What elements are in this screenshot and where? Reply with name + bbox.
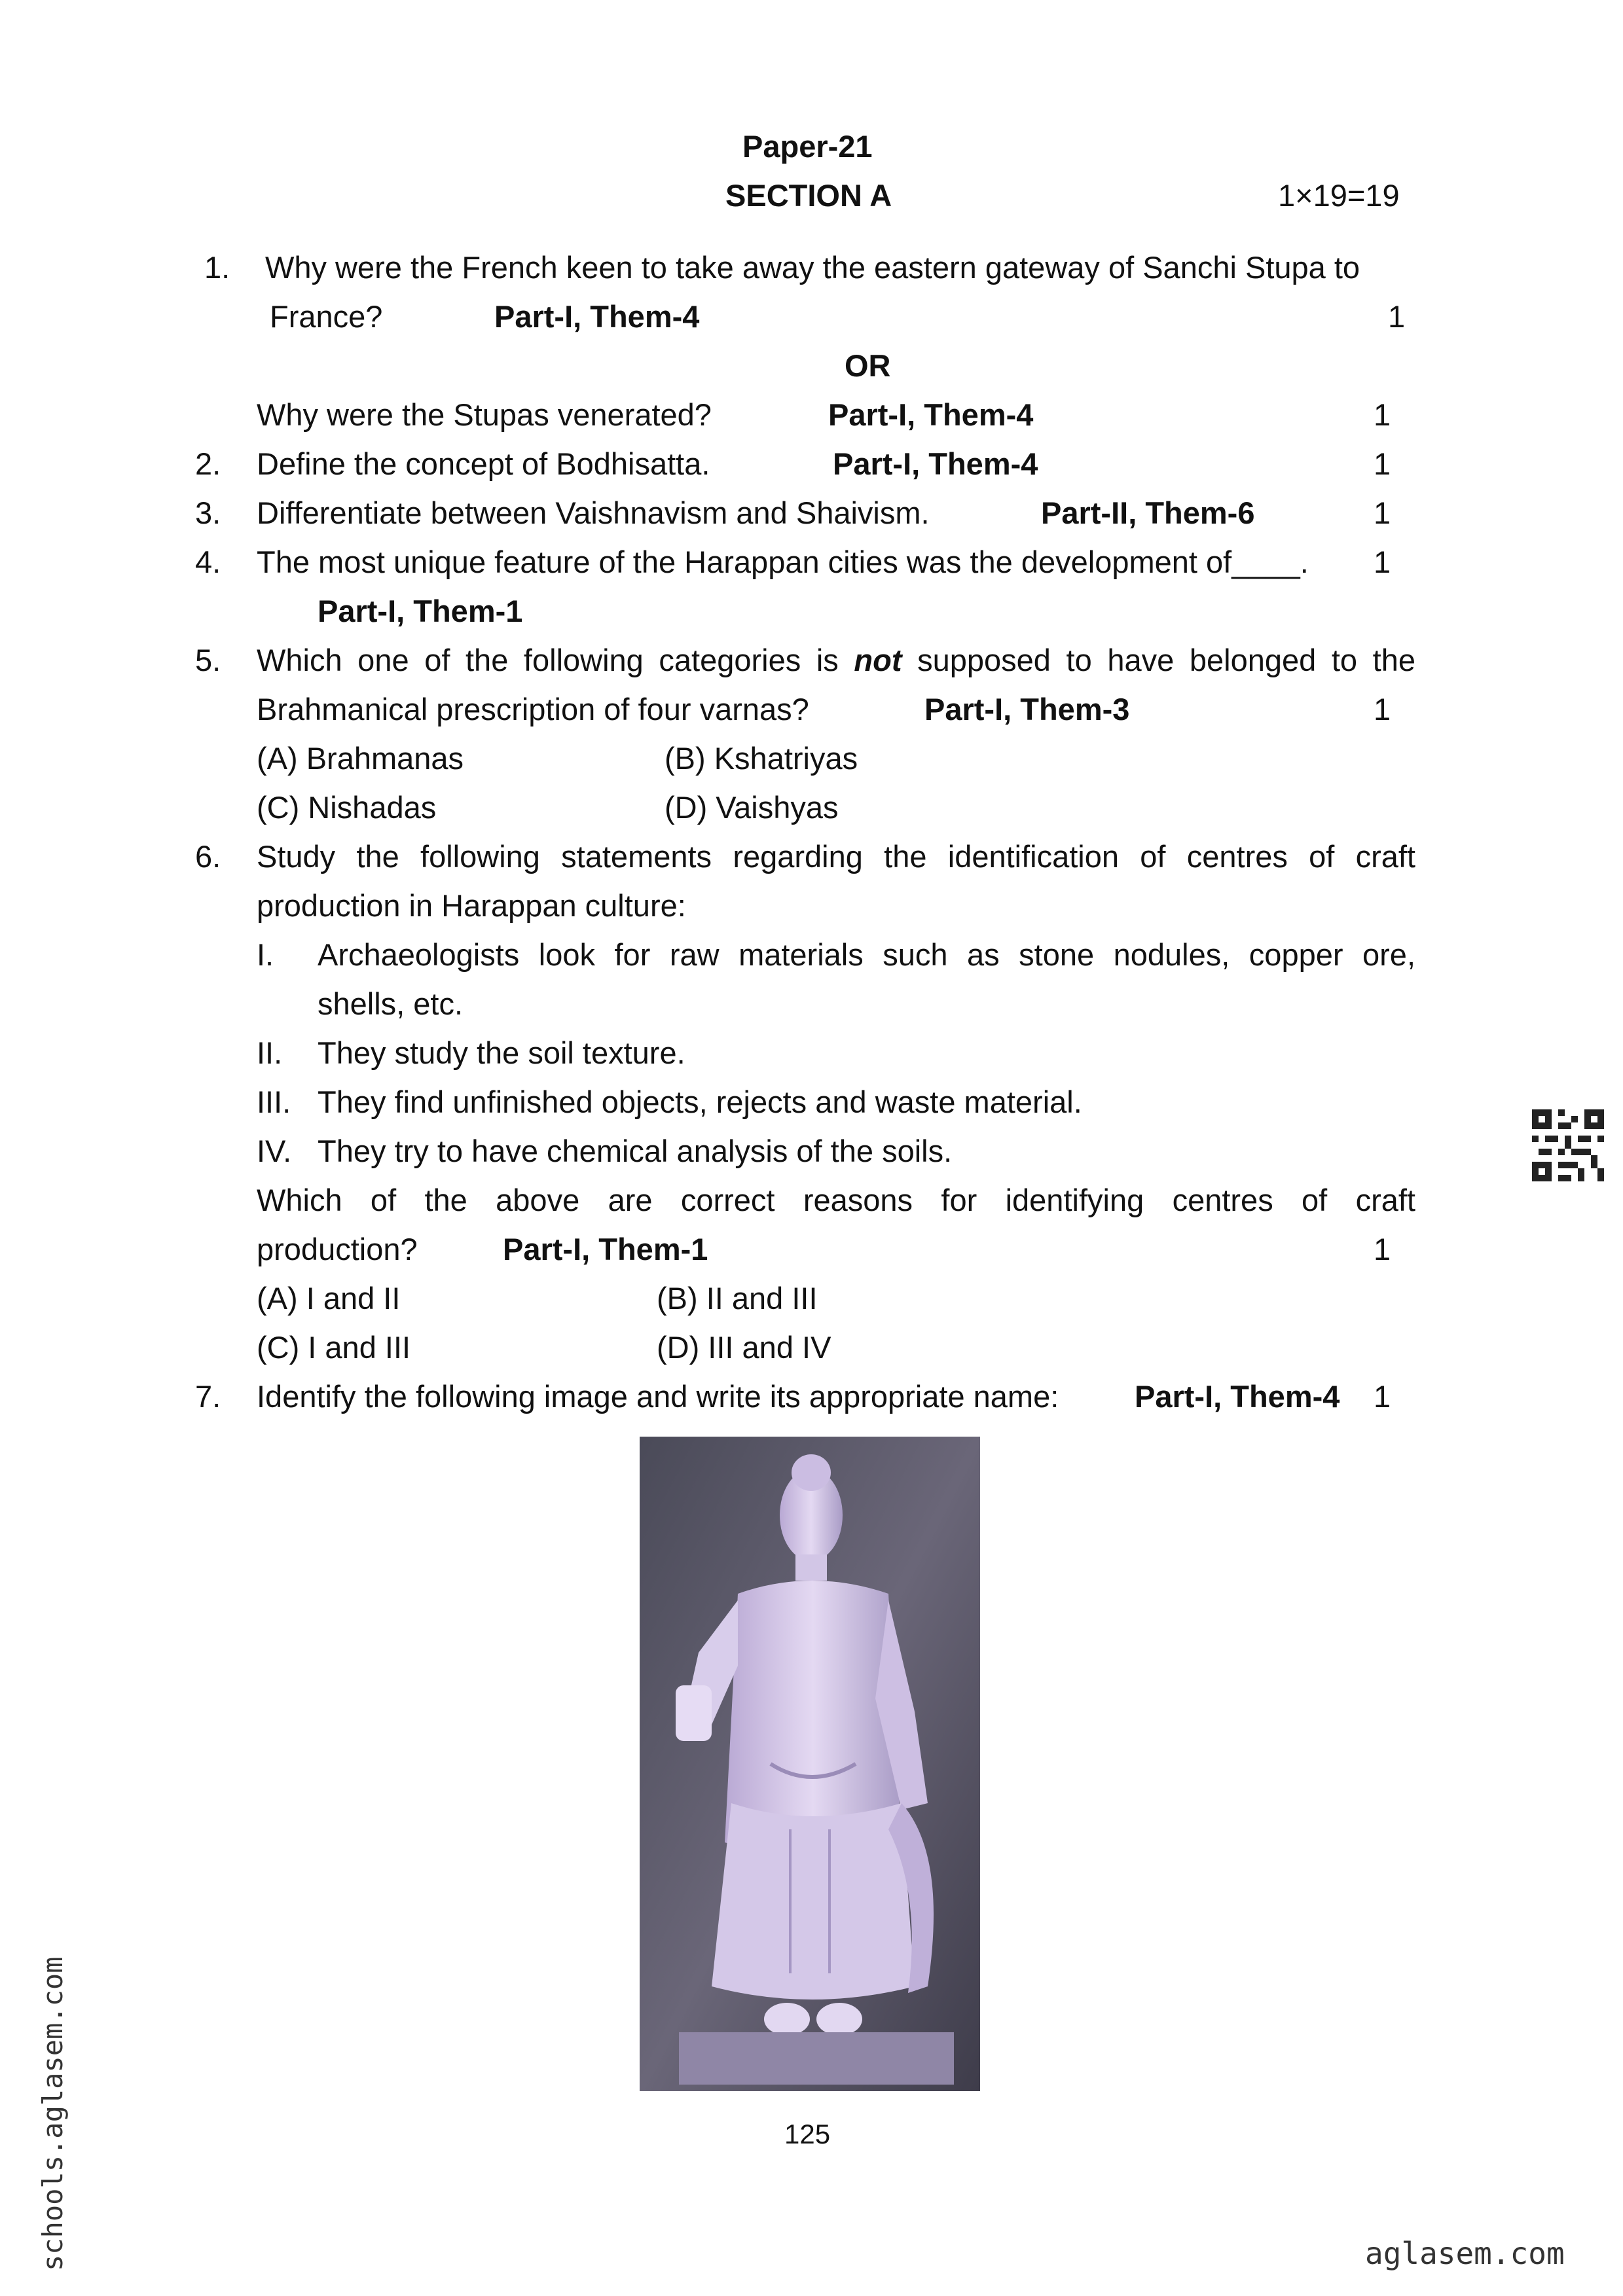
q3-reference: Part-II, Them-6: [1041, 495, 1255, 530]
q3-text: Differentiate between Vaishnavism and Shaivism.: [257, 495, 930, 530]
side-watermark: schools.aglasem.com: [37, 1956, 69, 2271]
q5-reference: Part-I, Them-3: [924, 692, 1130, 726]
q6-statement-4: They try to have chemical analysis of the soils.: [318, 1134, 953, 1168]
q6-option-c: (C) I and III: [257, 1330, 411, 1365]
q7-marks: 1: [1374, 1379, 1391, 1414]
q4-number: 4.: [195, 545, 221, 579]
corner-watermark: aglasem.com: [1365, 2236, 1565, 2271]
q5-marks: 1: [1374, 692, 1391, 726]
q4-marks: 1: [1374, 545, 1391, 579]
q5-option-b: (B) Kshatriyas: [665, 741, 858, 776]
q6-statement-1-line1: Archaeologists look for raw materials such as stone nodules, copper ore,: [318, 937, 1415, 972]
q6-statement-1-number: I.: [257, 937, 274, 972]
q5-number: 5.: [195, 643, 221, 677]
q6-number: 6.: [195, 839, 221, 874]
q6-statement-2: They study the soil texture.: [318, 1035, 685, 1070]
q7-reference: Part-I, Them-4: [1135, 1379, 1340, 1414]
q6-question-line2: production?: [257, 1232, 418, 1266]
or-divider: OR: [845, 348, 891, 383]
q2-marks: 1: [1374, 446, 1391, 481]
q5-text-line2: Brahmanical prescription of four varnas?: [257, 692, 809, 726]
q5-option-c: (C) Nishadas: [257, 790, 437, 825]
qr-code-icon: [1532, 1109, 1604, 1181]
page-number: 125: [784, 2119, 831, 2149]
q6-text-line2: production in Harappan culture:: [257, 888, 686, 923]
q1-alt-text: Why were the Stupas venerated?: [257, 397, 712, 432]
q1-marks: 1: [1388, 299, 1406, 334]
q6-statement-4-number: IV.: [257, 1134, 292, 1168]
q7-number: 7.: [195, 1379, 221, 1414]
q6-option-b: (B) II and III: [657, 1281, 818, 1316]
q2-number: 2.: [195, 446, 221, 481]
q1-text-line2: France?: [270, 299, 383, 334]
buddha-statue-image: [640, 1437, 980, 2091]
q4-text: The most unique feature of the Harappan cities was the development of____.: [257, 545, 1309, 579]
q3-number: 3.: [195, 495, 221, 530]
q5-option-a: (A) Brahmanas: [257, 741, 464, 776]
q2-reference: Part-I, Them-4: [833, 446, 1038, 481]
q1-alt-marks: 1: [1374, 397, 1391, 432]
q3-marks: 1: [1374, 495, 1391, 530]
q5-option-d: (D) Vaishyas: [665, 790, 839, 825]
q6-statement-3: They find unfinished objects, rejects and waste material.: [318, 1085, 1082, 1119]
q1-number: 1.: [204, 250, 230, 285]
paper-title: Paper-21: [742, 129, 873, 164]
q4-reference: Part-I, Them-1: [318, 594, 523, 628]
section-marks: 1×19=19: [1278, 178, 1400, 213]
section-title: SECTION A: [725, 178, 892, 213]
q6-text-line1: Study the following statements regarding the identification of centres of craft: [257, 839, 1415, 874]
q6-statement-2-number: II.: [257, 1035, 283, 1070]
q6-marks: 1: [1374, 1232, 1391, 1266]
q6-option-d: (D) III and IV: [657, 1330, 831, 1365]
q6-option-a: (A) I and II: [257, 1281, 401, 1316]
q5-text-line1: Which one of the following categories is not supposed to have belonged to the: [257, 643, 1416, 677]
q1-reference: Part-I, Them-4: [494, 299, 700, 334]
q6-question-line1: Which of the above are correct reasons for identifying centres of craft: [257, 1183, 1415, 1217]
q6-reference: Part-I, Them-1: [503, 1232, 708, 1266]
q1-text-line1: Why were the French keen to take away the eastern gateway of Sanchi Stupa to: [265, 250, 1360, 285]
q7-text: Identify the following image and write its appropriate name:: [257, 1379, 1059, 1414]
q2-text: Define the concept of Bodhisatta.: [257, 446, 710, 481]
q1-alt-reference: Part-I, Them-4: [828, 397, 1034, 432]
q6-statement-1-line2: shells, etc.: [318, 986, 464, 1021]
q6-statement-3-number: III.: [257, 1085, 291, 1119]
